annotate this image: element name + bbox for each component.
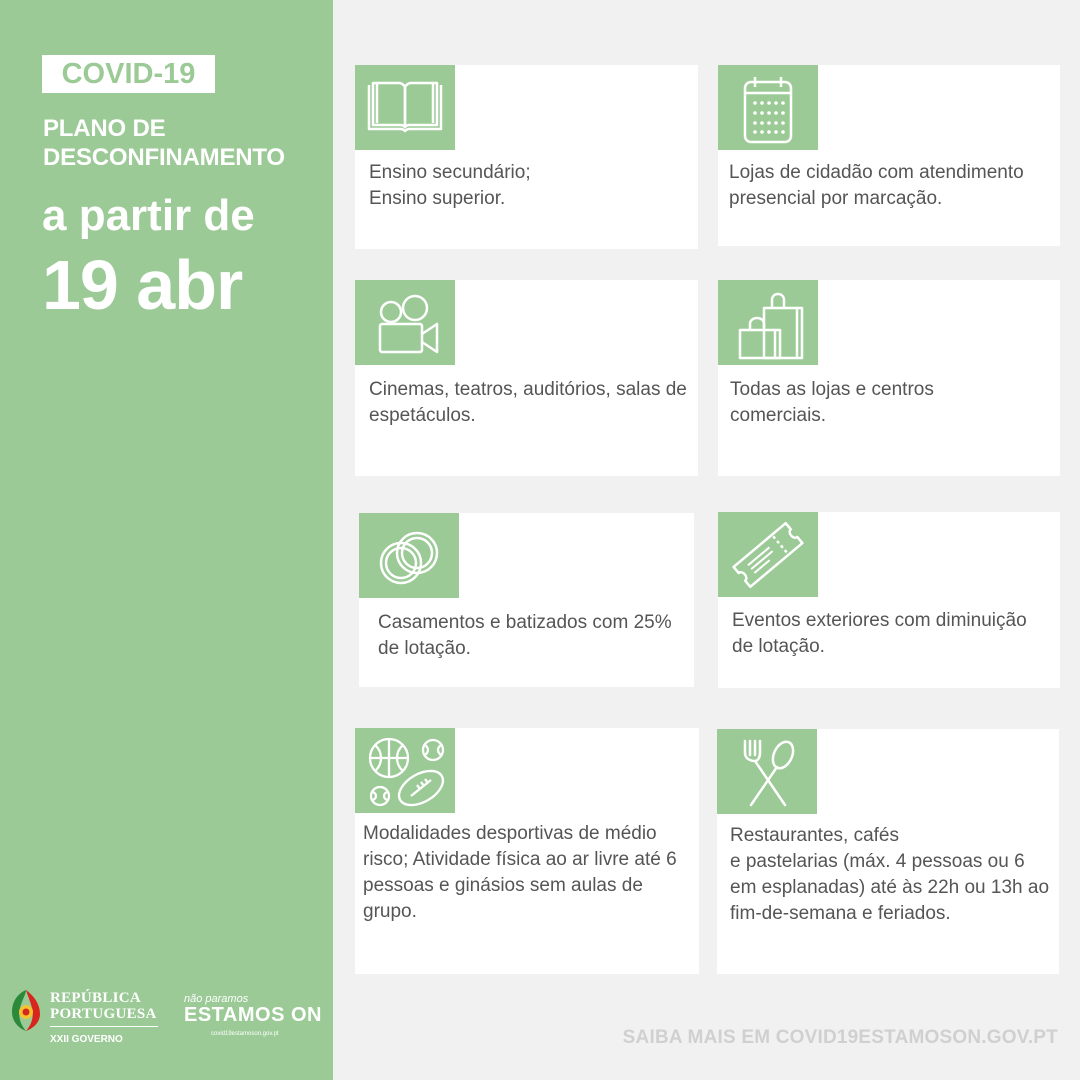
- card-text: [730, 823, 1050, 927]
- sidebar: [0, 0, 333, 1080]
- icon-box: [355, 728, 455, 813]
- card-education: [355, 65, 698, 249]
- card-sports: [355, 728, 699, 974]
- sports-balls-icon: [363, 734, 447, 808]
- government-name-line2: PORTUGUESA: [50, 1006, 157, 1022]
- government-name: [50, 990, 157, 1022]
- more-info-link[interactable]: SAIBA MAIS EM COVID19ESTAMOSON.GOV.PT: [622, 1027, 1058, 1048]
- campaign-name: ESTAMOS ON: [184, 1004, 322, 1026]
- icon-box: [718, 512, 818, 597]
- card-text-line2: e pastelarias (máx. 4 pessoas ou 6 em esplanadas) até às 22h ou 13h ao fim-de-semana e feriados.: [730, 851, 1050, 924]
- card-weddings: [359, 513, 694, 687]
- government-logo: [10, 988, 170, 1048]
- card-text: Lojas de cidadão com atendimento presencial por marcação.: [729, 162, 1024, 209]
- fork-spoon-icon: [725, 735, 809, 809]
- icon-box: [355, 280, 455, 365]
- card-restaurants: [717, 729, 1059, 974]
- movie-camera-icon: [363, 286, 447, 360]
- campaign-logo: [184, 993, 324, 1043]
- card-cinemas: [355, 280, 698, 476]
- card-text: Cinemas, teatros, auditórios, salas de espetáculos.: [369, 379, 687, 426]
- book-icon: [363, 71, 447, 145]
- ticket-icon: [726, 518, 810, 592]
- covid-badge: COVID-19: [42, 55, 215, 93]
- calendar-icon: [726, 71, 810, 145]
- government-subtitle: XXII GOVERNO: [50, 1034, 123, 1045]
- card-text-line1: Restaurantes, cafés: [730, 825, 899, 846]
- card-text: Casamentos e batizados com 25% de lotação.: [378, 612, 672, 659]
- card-text: Todas as lojas e centros comerciais.: [730, 379, 934, 426]
- card-text-line1: Ensino secundário;: [369, 162, 531, 183]
- icon-box: [718, 65, 818, 150]
- card-text: [369, 160, 689, 212]
- card-shops: [718, 280, 1060, 476]
- start-date: 19 abr: [42, 246, 243, 324]
- icon-box: [355, 65, 455, 150]
- shopping-bags-icon: [726, 286, 810, 360]
- from-label: a partir de: [42, 191, 255, 240]
- icon-box: [717, 729, 817, 814]
- government-name-line1: REPÚBLICA: [50, 990, 142, 1006]
- campaign-tagline: não paramos: [184, 993, 249, 1005]
- card-text: Eventos exteriores com diminuição de lotação.: [732, 610, 1027, 657]
- plan-title: PLANO DE DESCONFINAMENTO: [43, 115, 285, 171]
- campaign-url: covid19estamoson.gov.pt: [211, 1031, 279, 1037]
- card-text: Modalidades desportivas de médio risco; Atividade física ao ar livre até 6 pessoas e ginásios sem aulas de grupo.: [363, 823, 677, 922]
- divider: [50, 1026, 158, 1027]
- card-citizen-shops: [718, 65, 1060, 246]
- wedding-rings-icon: [367, 519, 451, 593]
- card-text-line2: Ensino superior.: [369, 188, 506, 209]
- icon-box: [359, 513, 459, 598]
- card-outdoor-events: [718, 512, 1060, 688]
- icon-box: [718, 280, 818, 365]
- portugal-emblem-icon: [10, 988, 42, 1032]
